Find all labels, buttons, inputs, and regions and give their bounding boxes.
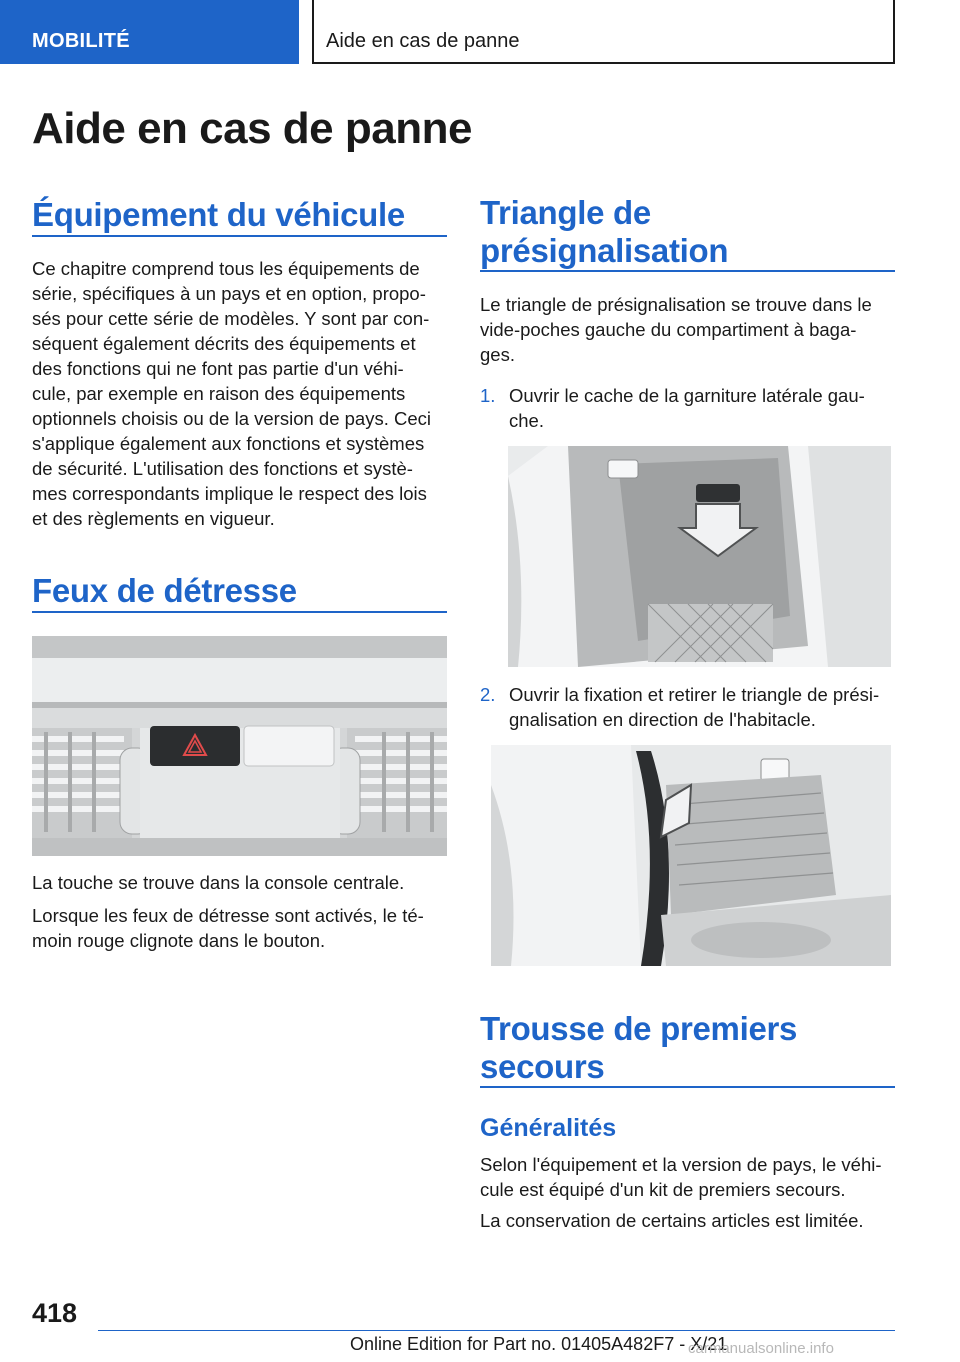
chapter-header-label: Aide en cas de panne <box>326 30 520 52</box>
step-text <box>509 682 895 732</box>
heading-line: secours <box>480 1048 605 1085</box>
heading-triangle <box>480 194 728 270</box>
page-number: 418 <box>32 1298 78 1328</box>
section-tab-label: MOBILITÉ <box>32 30 130 52</box>
text-line: Ouvrir la fixation et retirer le triangle de prési- <box>509 684 880 705</box>
triangle-intro-paragraph <box>480 292 895 367</box>
side-trim-cover-photo <box>508 446 891 667</box>
step-number: 1. <box>480 385 496 406</box>
text-line: che. <box>509 410 544 431</box>
text-line: optionnels choisis ou de la version de pays. Ceci <box>32 408 432 429</box>
side-trim-cover-illustration <box>508 446 891 667</box>
heading-firstaid <box>480 1010 797 1086</box>
subheading-general: Généralités <box>480 1114 617 1142</box>
text-line: s'applique également aux fonctions et systèmes <box>32 433 425 454</box>
text-line: des fonctions qui ne font pas partie d'un véhi- <box>32 358 404 379</box>
equipment-paragraph <box>32 256 447 531</box>
warning-triangle-illustration <box>491 745 891 966</box>
chapter-header <box>312 0 895 64</box>
text-line: vide-poches gauche du compartiment à baga- <box>480 319 857 340</box>
firstaid-shelf-life-paragraph: La conservation de certains articles est limitée. <box>480 1210 864 1231</box>
text-line: Selon l'équipement et la version de pays, le véhi- <box>480 1154 882 1175</box>
text-line: et des règlements en vigueur. <box>32 508 275 529</box>
heading-line: Trousse de premiers <box>480 1010 798 1047</box>
text-line: moin rouge clignote dans le bouton. <box>32 930 326 951</box>
heading-rule <box>480 1086 895 1088</box>
text-line: gnalisation en direction de l'habitacle. <box>509 709 816 730</box>
text-line: de sécurité. L'utilisation des fonctions et systè- <box>32 458 413 479</box>
hazard-button-illustration <box>32 636 447 856</box>
heading-rule <box>480 270 895 272</box>
text-line: Lorsque les feux de détresse sont activés, le té- <box>32 905 424 926</box>
heading-rule <box>32 611 447 613</box>
hazard-button-photo <box>32 636 447 856</box>
hazard-location-paragraph: La touche se trouve dans la console centrale. <box>32 872 405 893</box>
text-line: Ce chapitre comprend tous les équipements de <box>32 258 420 279</box>
step-number: 2. <box>480 684 496 705</box>
text-line: mes correspondants implique le respect des lois <box>32 483 427 504</box>
section-tab <box>0 0 299 64</box>
hazard-indicator-paragraph <box>32 903 447 953</box>
edition-info: Online Edition for Part no. 01405A482F7 - X/21 <box>350 1334 728 1354</box>
text-line: Le triangle de présignalisation se trouve dans le <box>480 294 872 315</box>
heading-equipment: Équipement du véhicule <box>32 196 405 233</box>
heading-line: Triangle de <box>480 194 651 231</box>
footer-rule <box>98 1330 895 1331</box>
text-line: série, spécifiques à un pays et en option, propo- <box>32 283 426 304</box>
text-line: Ouvrir le cache de la garniture latérale gau- <box>509 385 865 406</box>
heading-line: présignalisation <box>480 232 729 269</box>
text-line: ges. <box>480 344 515 365</box>
text-line: cule est équipé d'un kit de premiers secours. <box>480 1179 846 1200</box>
firstaid-paragraph <box>480 1152 895 1202</box>
step-text <box>509 383 895 433</box>
page-title: Aide en cas de panne <box>32 104 472 153</box>
text-line: sés pour cette série de modèles. Y sont par con- <box>32 308 430 329</box>
watermark: carmanualsonline.info <box>688 1340 834 1357</box>
text-line: séquent également décrits des équipements et <box>32 333 416 354</box>
heading-hazard: Feux de détresse <box>32 572 297 609</box>
heading-rule <box>32 235 447 237</box>
warning-triangle-photo <box>491 745 891 966</box>
text-line: cule, par exemple en raison des équipements <box>32 383 406 404</box>
